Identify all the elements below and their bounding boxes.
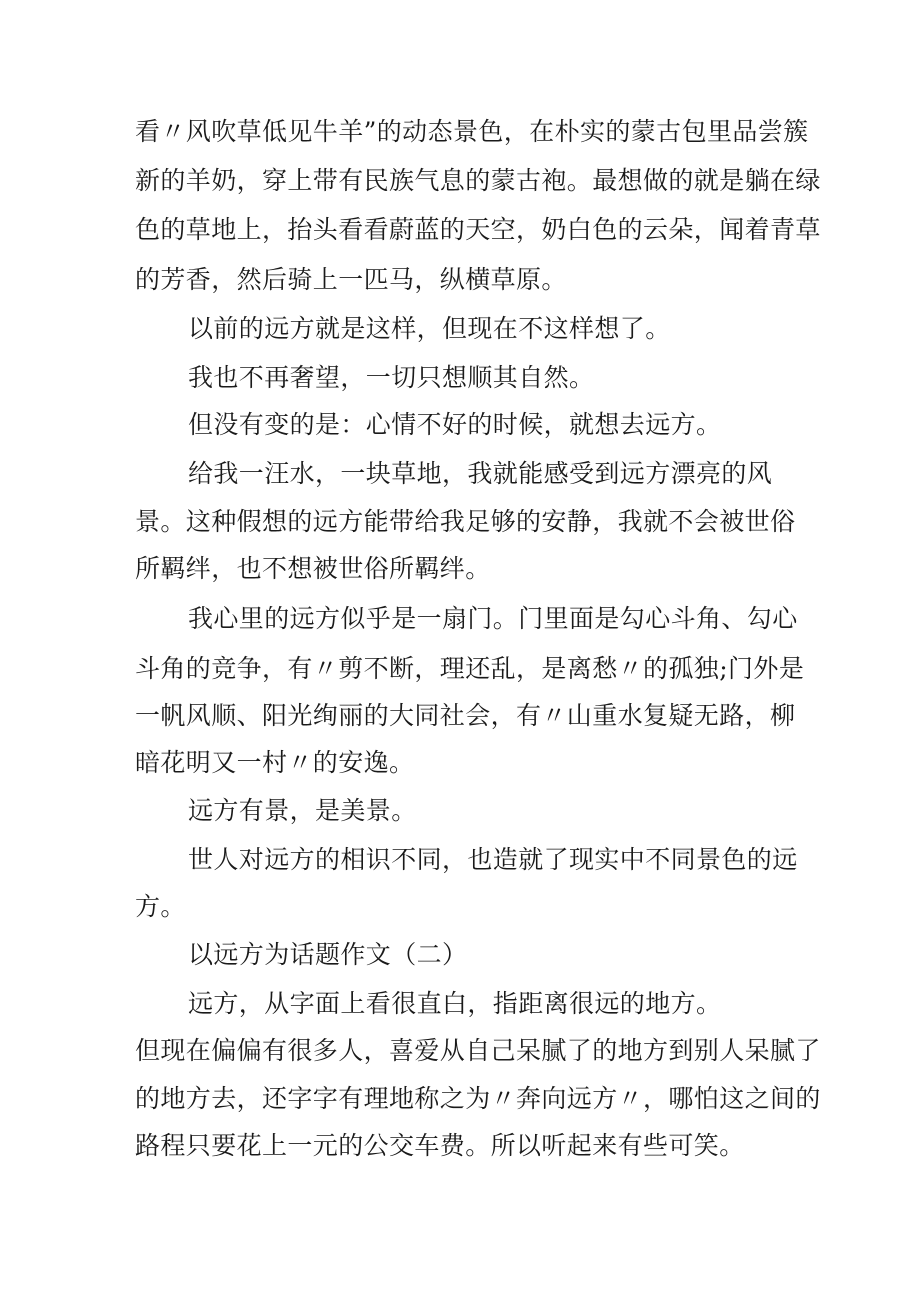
text-line: 路程只要花上一元的公交车费。所以听起来有些可笑。 [135, 1131, 745, 1160]
text-line: 远方，从字面上看很直白，指距离很远的地方。 [188, 989, 722, 1018]
text-line: 远方有景，是美景。 [188, 796, 417, 825]
text-line: 斗角的竞争，有〃剪不断，理还乱，是离愁〃的孤独;门外是 [135, 654, 805, 683]
text-line: 所羁绊，也不想被世俗所羁绊。 [135, 554, 491, 583]
text-line: 新的羊奶，穿上带有民族气息的蒙古袍。最想做的就是躺在绿 [135, 166, 821, 195]
text-line: 的地方去，还字字有理地称之为〃奔向远方〃，哪怕这之间的 [135, 1084, 821, 1113]
text-line: 世人对远方的相识不同，也造就了现实中不同景色的远 [188, 845, 798, 874]
text-line: 暗花明又一村〃的安逸。 [135, 748, 415, 777]
text-line: 但现在偏偏有很多人，喜爱从自己呆腻了的地方到别人呆腻了 [135, 1036, 821, 1065]
text-line: 给我一汪水，一块草地，我就能感受到远方漂亮的风 [188, 459, 773, 488]
text-line: 以前的远方就是这样，但现在不这样想了。 [188, 314, 671, 343]
text-line: 看〃风吹草低见牛羊”的动态景色，在朴实的蒙古包里品尝簇 [135, 117, 809, 146]
text-line: 色的草地上，抬头看看蔚蓝的天空，奶白色的云朵，闻着青草 [135, 215, 821, 244]
text-line: 一帆风顺、阳光绚丽的大同社会，有〃山重水复疑无路，柳 [135, 701, 796, 730]
text-line: 景。这种假想的远方能带给我足够的安静，我就不会被世俗 [135, 507, 796, 536]
section-heading: 以远方为话题作文（二） [188, 940, 468, 969]
text-line: 方。 [135, 892, 186, 921]
text-line: 的芳香，然后骑上一匹马，纵横草原。 [135, 265, 567, 294]
text-line: 我也不再奢望，一切只想顺其自然。 [188, 363, 595, 392]
text-line: 但没有变的是：心情不好的时候，就想去远方。 [188, 410, 722, 439]
text-line: 我心里的远方似乎是一扇门。门里面是勾心斗角、勾心 [188, 604, 798, 633]
